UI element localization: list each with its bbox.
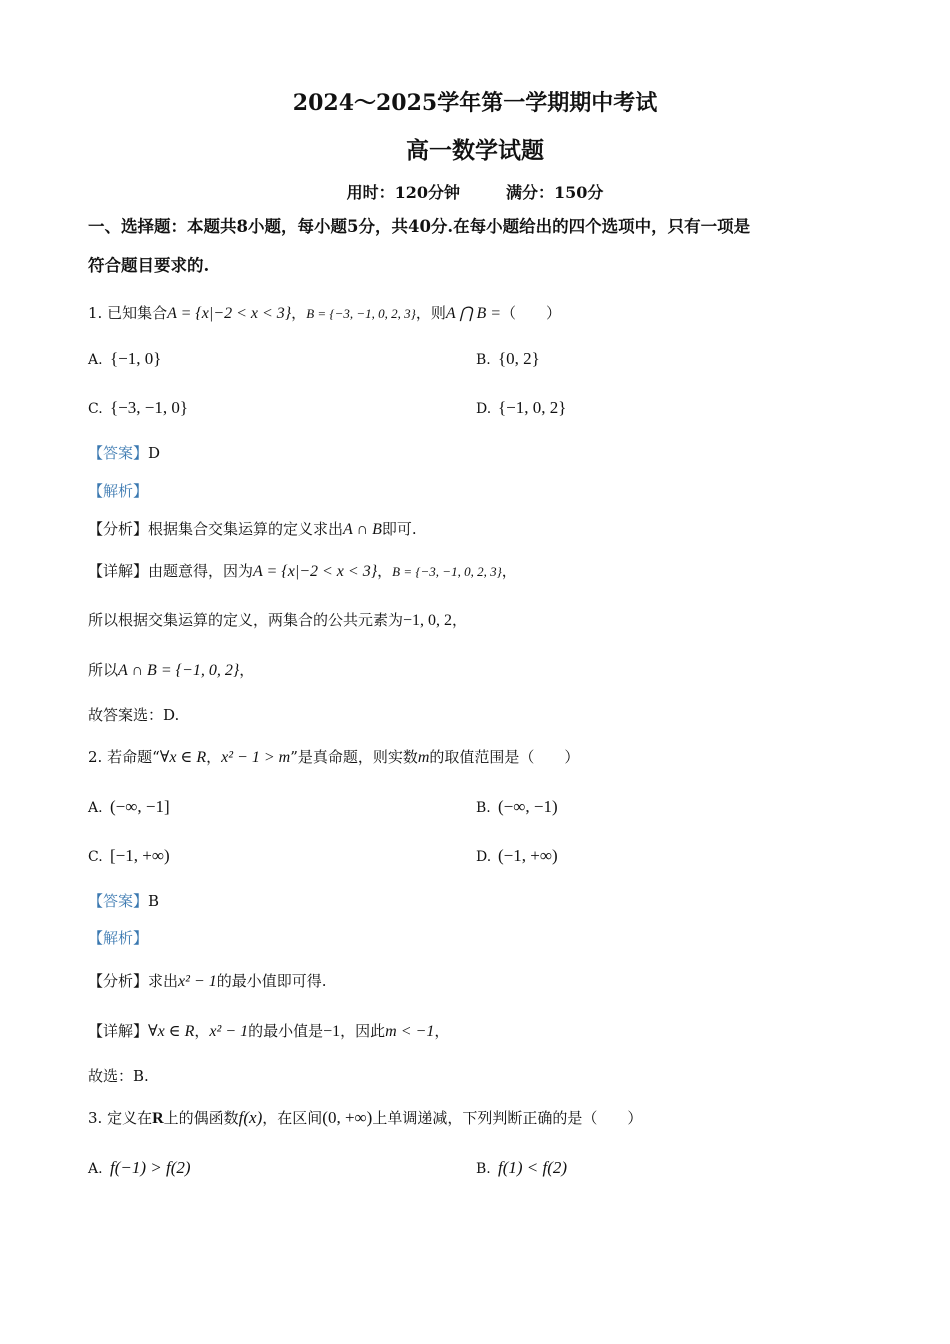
question-1-stem [88,302,561,325]
q3-interval: (0, +∞) [322,1108,373,1127]
q2-option-b [476,796,558,819]
fenxi-text-end: 即可. [381,520,417,538]
q1-answer [88,442,160,464]
q3-text-a: 上的偶函数 [163,1109,239,1127]
q2-prefix: 2. 若命题“ [88,748,160,766]
detail-math-forall: ∀x ∈ R [148,1023,195,1040]
detail-tag: 【详解】 [88,562,149,580]
q3-real-set: R [152,1110,164,1127]
detail-text: 由题意得，因为 [148,562,254,580]
q1-set-b: B = {−3, −1, 0, 2, 3} [306,306,416,321]
detail-text-b: ，因此 [340,1022,386,1040]
q1-analysis-tag: 【解析】 [88,482,149,500]
q1-fenxi [88,518,417,541]
q2-sep: ， [206,748,222,766]
q3-option-b [476,1157,567,1180]
q2-analysis-tag: 【解析】 [88,929,149,947]
detail-line3-text: 所以 [88,661,119,679]
option-label: A. [88,800,103,816]
q2-var: m [417,749,430,766]
question-2-stem [88,746,579,769]
q2-mid: ”是真命题，则实数 [290,748,418,766]
fenxi-math: A ∩ B [343,521,382,538]
answer-value: B [148,892,160,910]
exam-title: 2024～2025学年第一学期期中考试 [292,90,658,116]
q1-then: ，则 [415,304,446,322]
q1-detail-line2 [88,609,467,632]
option-label: D. [476,849,492,865]
option-value: {−1, 0} [110,349,162,368]
fenxi-tag: 【分析】 [88,520,149,538]
q1-option-d [476,397,566,420]
q1-set-a: A = {x|−2 < x < 3} [167,305,292,322]
option-value: (−∞, −1] [110,797,170,816]
q1-expr: A ⋂ B = [445,305,502,322]
option-label: B. [476,800,491,816]
q1-option-b [476,348,540,371]
detail-math-result: m < −1 [385,1023,435,1040]
detail-line3-math: A ∩ B = {−1, 0, 2} [118,662,240,679]
option-label: B. [476,1161,491,1177]
q2-detail [88,1020,449,1043]
q2-answer [88,890,159,912]
option-value: {−1, 0, 2} [498,398,567,417]
detail-math-expr: x² − 1 [209,1023,249,1040]
option-label: C. [88,849,103,865]
option-value: [−1, +∞) [110,846,170,865]
q2-option-a [88,796,170,819]
q2-option-c [88,845,170,868]
answer-value: D [148,444,161,462]
option-label: B. [476,352,491,368]
detail-sep: ， [377,562,393,580]
detail-line2-end: ， [452,611,468,629]
exam-subtitle: 高一数学试题 [406,137,544,164]
detail-tag: 【详解】 [88,1022,149,1040]
question-3-stem [88,1107,642,1130]
detail-math-min: −1 [323,1023,341,1040]
detail-end: ， [501,562,517,580]
option-label: A. [88,352,103,368]
option-value: (−1, +∞) [498,846,558,865]
q2-option-d [476,845,558,868]
detail-line3-end: ， [239,661,255,679]
q2-conclusion: 故选：B. [88,1067,149,1085]
detail-math-a: A = {x|−2 < x < 3} [253,563,378,580]
detail-line2-math: −1, 0, 2 [403,612,453,629]
answer-tag: 【答案】 [88,444,149,462]
q1-conclusion: 故答案选：D. [88,706,180,724]
detail-line2-text: 所以根据交集运算的定义，两集合的公共元素为 [88,611,404,629]
option-value: {−3, −1, 0} [110,398,188,417]
q1-detail-line3 [88,659,254,682]
option-value: {0, 2} [498,349,540,368]
fenxi-math: x² − 1 [178,973,217,990]
detail-end: ， [434,1022,450,1040]
detail-sep: ， [194,1022,210,1040]
option-label: A. [88,1161,103,1177]
q1-sep: ， [291,304,307,322]
section-heading-line2: 符合题目要求的. [88,256,210,275]
q3-text-b: ，在区间 [262,1109,323,1127]
q3-option-a [88,1157,191,1180]
option-value: f(1) < f(2) [498,1158,568,1177]
fenxi-tag: 【分析】 [88,972,149,990]
q2-math-forall: ∀x ∈ R [159,749,207,766]
option-label: D. [476,401,492,417]
q3-prefix: 3. 定义在 [88,1109,153,1127]
q1-blank: （ ） [501,304,562,322]
q1-prefix: 1. 已知集合 [88,304,168,322]
q3-text-c: 上单调递减，下列判断正确的是（ ） [372,1109,643,1127]
q1-option-a [88,348,161,371]
detail-text-a: 的最小值是 [248,1022,324,1040]
time-label: 用时：120分钟 [346,183,460,202]
answer-tag: 【答案】 [88,892,149,910]
fenxi-text-end: 的最小值即可得. [216,972,327,990]
q2-math-ineq: x² − 1 > m [221,749,291,766]
q1-option-c [88,397,188,420]
fenxi-text: 求出 [148,972,179,990]
q1-detail [88,560,517,583]
q2-fenxi [88,970,327,993]
detail-math-b: B = {−3, −1, 0, 2, 3} [392,564,502,579]
option-value: f(−1) > f(2) [110,1158,191,1177]
option-label: C. [88,401,103,417]
option-value: (−∞, −1) [498,797,558,816]
score-label: 满分：150分 [506,183,604,202]
q2-suffix: 的取值范围是（ ） [429,748,580,766]
q3-function: f(x) [238,1108,263,1127]
exam-info [0,180,950,203]
section-heading-line1: 一、选择题：本题共8小题，每小题5分，共40分.在每小题给出的四个选项中，只有一项是 [88,217,751,236]
fenxi-text: 根据集合交集运算的定义求出 [148,520,344,538]
